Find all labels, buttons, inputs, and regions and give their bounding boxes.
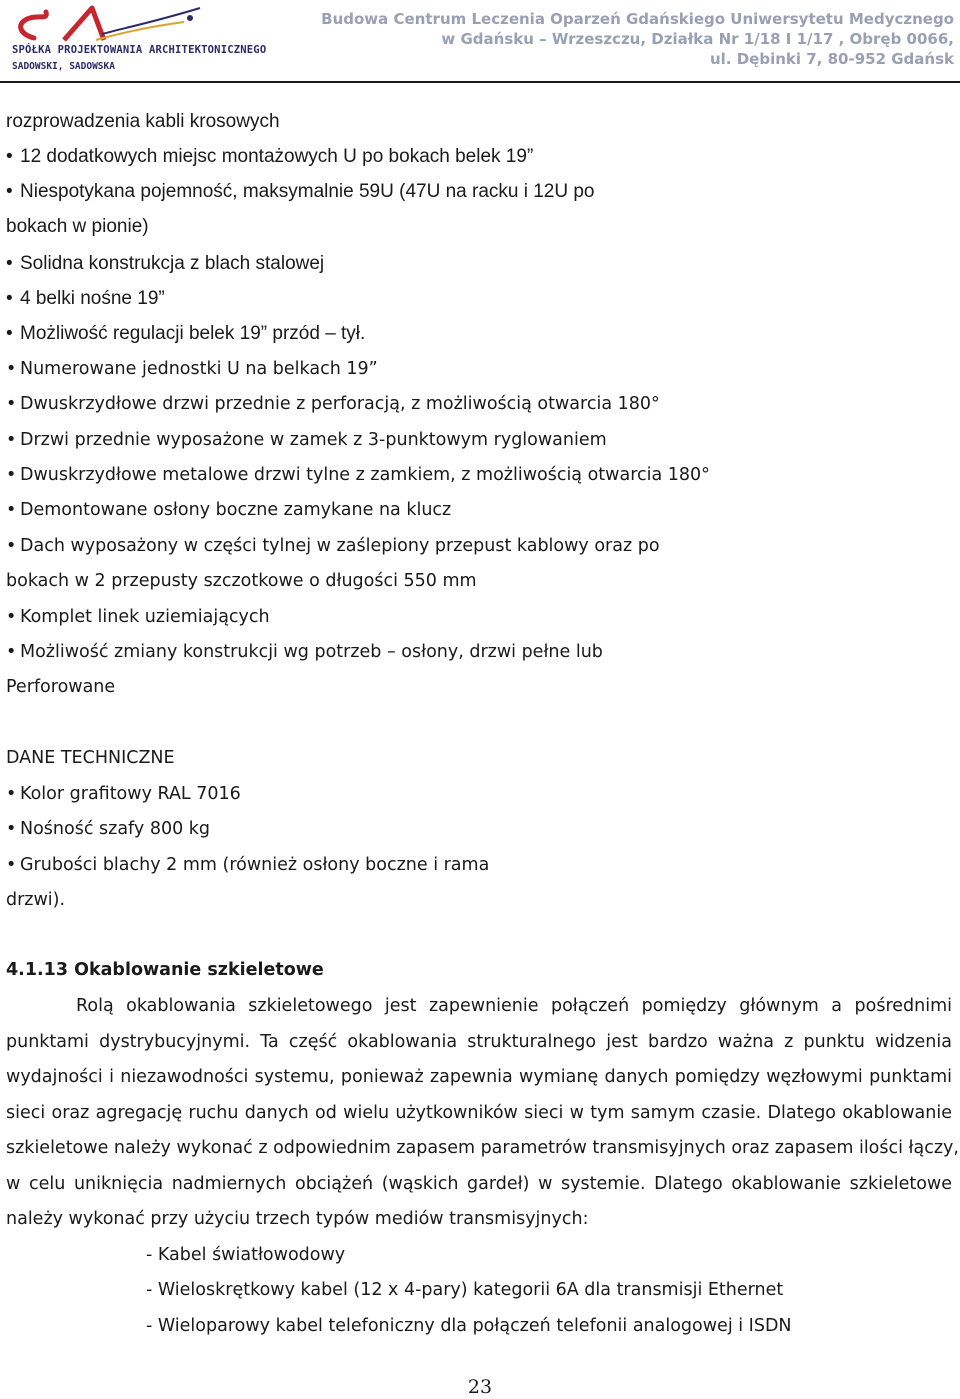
logo-text-line1: SPÓŁKA PROJEKTOWANIA ARCHITEKTONICZNEGO xyxy=(12,44,267,56)
bullet-item xyxy=(6,465,710,485)
paragraph-line: należy wykonać przy użyciu trzech typów mediów transmisyjnych: xyxy=(6,1209,589,1229)
text-line: rozprowadzenia kabli krosowych xyxy=(6,111,280,132)
bullet-text: Możliwość zmiany konstrukcji wg potrzeb – osłony, drzwi pełne lub xyxy=(20,642,603,662)
bullet-text: Niespotykana pojemność, maksymalnie 59U (47U na racku i 12U po xyxy=(20,181,595,202)
page-number: 23 xyxy=(467,1376,493,1398)
bullet-text: Demontowane osłony boczne zamykane na klucz xyxy=(20,500,452,520)
bullet-icon: • xyxy=(6,855,17,875)
bullet-item xyxy=(6,146,533,168)
bullet-text: Komplet linek uziemiających xyxy=(20,607,270,627)
bullet-icon: • xyxy=(6,607,17,627)
bullet-icon: • xyxy=(6,465,17,485)
header-divider xyxy=(0,81,960,83)
bullet-item xyxy=(6,819,210,839)
bullet-icon: • xyxy=(6,500,17,520)
section-heading: 4.1.13 Okablowanie szkieletowe xyxy=(6,960,324,980)
bullet-text: Numerowane jednostki U na belkach 19” xyxy=(20,359,378,379)
bullet-item xyxy=(6,855,489,875)
paragraph-line: sieci oraz agregację ruchu danych od wielu użytkowników sieci w tym samym czasie. Dlatego okablowanie xyxy=(6,1103,952,1123)
media-list-item: - Wieloskrętkowy kabel (12 x 4-pary) kategorii 6A dla transmisji Ethernet xyxy=(146,1280,784,1300)
text-line: bokach w pionie) xyxy=(6,216,149,237)
bullet-icon: • xyxy=(6,642,17,662)
bullet-item xyxy=(6,536,660,556)
paragraph-line: w celu uniknięcia nadmiernych obciążeń (wąskich gardeł) w systemie. Dlatego okablowanie szkieletowe xyxy=(6,1174,952,1194)
bullet-text: Drzwi przednie wyposażone w zamek z 3-punktowym ryglowaniem xyxy=(20,430,607,450)
bullet-text: Dwuskrzydłowe metalowe drzwi tylne z zamkiem, z możliwością otwarcia 180° xyxy=(20,465,710,485)
bullet-item xyxy=(6,607,270,627)
bullet-icon: • xyxy=(6,394,17,414)
bullet-item xyxy=(6,359,378,379)
section-label: DANE TECHNICZNE xyxy=(6,748,175,768)
bullet-text: Dach wyposażony w części tylnej w zaślepiony przepust kablowy oraz po xyxy=(20,536,660,556)
bullet-icon: • xyxy=(6,253,13,274)
paragraph-line: wydajności i niezawodności systemu, ponieważ zapewnia wymianę danych pomiędzy węzłowymi punktami xyxy=(6,1067,952,1087)
bullet-text: Solidna konstrukcja z blach stalowej xyxy=(20,253,325,274)
text-line: bokach w 2 przepusty szczotkowe o długości 550 mm xyxy=(6,571,477,591)
title-line: ul. Dębinki 7, 80-952 Gdańsk xyxy=(709,50,954,68)
text-line: Perforowane xyxy=(6,677,116,697)
bullet-text: Możliwość regulacji belek 19” przód – tył. xyxy=(20,323,366,344)
bullet-icon: • xyxy=(6,430,17,450)
bullet-item xyxy=(6,430,607,450)
media-list-item: - Wieloparowy kabel telefoniczny dla połączeń telefonii analogowej i ISDN xyxy=(146,1316,792,1336)
bullet-item xyxy=(6,500,451,520)
paragraph-line: Rolą okablowania szkieletowego jest zapewnienie połączeń pomiędzy głównym a pośrednimi xyxy=(76,996,952,1016)
bullet-item xyxy=(6,642,603,662)
bullet-icon: • xyxy=(6,288,13,309)
bullet-item xyxy=(6,181,595,203)
logo-text-line2: SADOWSKI, SADOWSKA xyxy=(12,61,115,72)
bullet-item xyxy=(6,288,165,310)
bullet-text: Nośność szafy 800 kg xyxy=(20,819,211,839)
page-header xyxy=(0,0,960,82)
document-title xyxy=(321,9,954,69)
bullet-icon: • xyxy=(6,146,13,167)
bullet-icon: • xyxy=(6,819,17,839)
paragraph-line: punktami dystrybucyjnymi. Ta część okablowania strukturalnego jest bardzo ważna z punktu widzenia xyxy=(6,1032,952,1052)
bullet-item xyxy=(6,323,365,345)
bullet-icon: • xyxy=(6,359,17,379)
text-line: drzwi). xyxy=(6,890,66,910)
company-logo xyxy=(4,4,267,76)
bullet-text: 4 belki nośne 19” xyxy=(20,288,165,309)
bullet-icon: • xyxy=(6,181,13,202)
bullet-icon: • xyxy=(6,784,17,804)
bullet-text: 12 dodatkowych miejsc montażowych U po bokach belek 19” xyxy=(20,146,534,167)
bullet-item xyxy=(6,784,241,804)
title-line: Budowa Centrum Leczenia Oparzeń Gdańskiego Uniwersytetu Medycznego xyxy=(321,10,954,28)
bullet-icon: • xyxy=(6,323,13,344)
title-line: w Gdańsku – Wrzeszczu, Działka Nr 1/18 I 1/17 , Obręb 0066, xyxy=(441,30,954,48)
bullet-icon: • xyxy=(6,536,17,556)
bullet-text: Dwuskrzydłowe drzwi przednie z perforacją, z możliwością otwarcia 180° xyxy=(20,394,660,414)
bullet-text: Kolor grafitowy RAL 7016 xyxy=(20,784,241,804)
bullet-item xyxy=(6,394,660,414)
bullet-text: Grubości blachy 2 mm (również osłony boczne i rama xyxy=(20,855,490,875)
bullet-item xyxy=(6,253,324,275)
paragraph-line: szkieletowe należy wykonać z odpowiednim zapasem parametrów transmisyjnych oraz zapasem ilości łączy, xyxy=(6,1138,959,1158)
media-list-item: - Kabel światłowodowy xyxy=(146,1245,346,1265)
